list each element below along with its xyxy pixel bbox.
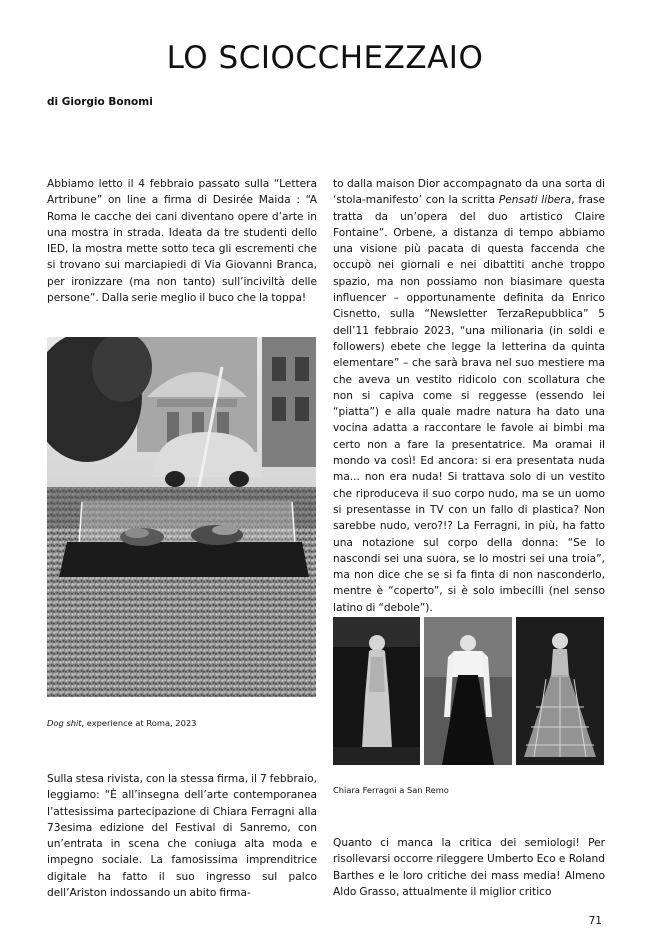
- paragraph: Abbiamo letto il 4 febbraio passato sulla “Lettera Artribune” on line a firma di Desirée Maida : “A Roma le cacche dei cani diventano opere d’arte in una mostra in strada. Ideata da tre studenti dello IED, la mostra mette sotto teca gli escrementi che si trovano sui marciapiedi di Via Giovanni Branca, per ironizzare (ma non tanto) sull’inciviltà delle persone”. Dalla serie meglio il buco che la toppa!: [47, 178, 317, 305]
- emphasis-run: Pensati libera: [498, 194, 572, 207]
- dog-shit-photo-svg: [47, 337, 316, 697]
- paragraph: Quanto ci manca la critica dei semiologi! Per risollevarsi occorre rileggere Umberto Eco e Roland Barthes e le loro critiche dei mass media! Almeno Aldo Grasso, attualmente il miglior critico: [333, 837, 605, 898]
- ferragni-photo-2: [424, 617, 512, 765]
- paragraph: Sulla stesa rivista, con la stessa firma, il 7 febbraio, leggiamo: “È all’insegna dell’arte contemporanea l’attesissima partecipazione di Chiara Ferragni alla 73esima edizione del Festival di Sanremo, con un’entrata in scena che coniuga alta moda e impegno sociale. La famosissima imprenditrice digitale ha fatto il suo ingresso sul palco dell’Ariston indossando un abito firma-: [47, 773, 317, 900]
- dog-shit-photo: [47, 337, 316, 697]
- caption-emphasis: Dog shit: [47, 718, 82, 728]
- left-column-bottom: [47, 771, 317, 901]
- ferragni-photo-1: [333, 617, 420, 765]
- ferragni-photo-3-svg: [516, 617, 604, 765]
- text-run: , frase tratta da un’opera del duo artistico Claire Fontaine”. Orbene, a distanza di tempo abbiamo una visione più pacata di questa faccenda che occupò nei giornali e nei dibattiti anche troppo spazio, ma non possiamo non biasimare questa influencer – opportunamente definita da Enrico Cisnetto, sulla “Newsletter TerzaRepubblica” 5 dell’11 febbraio 2023, “una milionaria (in soldi e followers) ebete che legge la letterina da quinta elementare” – che sarà brava nel suo mestiere ma che aveva un vestito ridicolo con scollatura che non si capiva come si reggesse (essendo lei “piatta”) e alla quale madre natura ha dato una vocina adatta a raccontare le favole ai bimbi ma certo non a fare la presentatrice. Ma oramai il mondo va così! Ed ancora: si era presentata nuda ma... non era nuda! Si trattava solo di un vestito che riproduceva il suo corpo nudo, ma se un uomo si presentasse in TV con un fallo di plastica? Non sarebbe nudo, vero?!? La Ferragni, in più, ha fatto una notazione sul corpo della donna: “Se lo nascondi sei una suora, se lo mostri sei una troia”, ma non dice che se si fa finta di non nasconderlo, mentre è “coperto”, si è solo imbecilli (nel senso latino di “debole”).: [333, 194, 605, 614]
- figure1-caption: [47, 718, 196, 728]
- text-run: to dalla maison Dior accompagnato da una sorta di ‘stola-manifesto’ con la scritta: [333, 178, 605, 207]
- article-title: LO SCIOCCHEZZAIO: [166, 40, 484, 76]
- left-column-top: [47, 176, 317, 306]
- ferragni-photo-3: [516, 617, 604, 765]
- right-column-bottom: [333, 835, 605, 900]
- author-byline: di Giorgio Bonomi: [47, 96, 153, 108]
- right-column-top: [333, 176, 605, 616]
- paragraph: [333, 176, 605, 616]
- page-number: 71: [588, 915, 602, 927]
- ferragni-photo-2-svg: [424, 617, 512, 765]
- caption-text: , experience at Roma, 2023: [81, 718, 197, 728]
- ferragni-photo-1-svg: [333, 617, 420, 765]
- figure2-caption: Chiara Ferragni a San Remo: [333, 785, 449, 795]
